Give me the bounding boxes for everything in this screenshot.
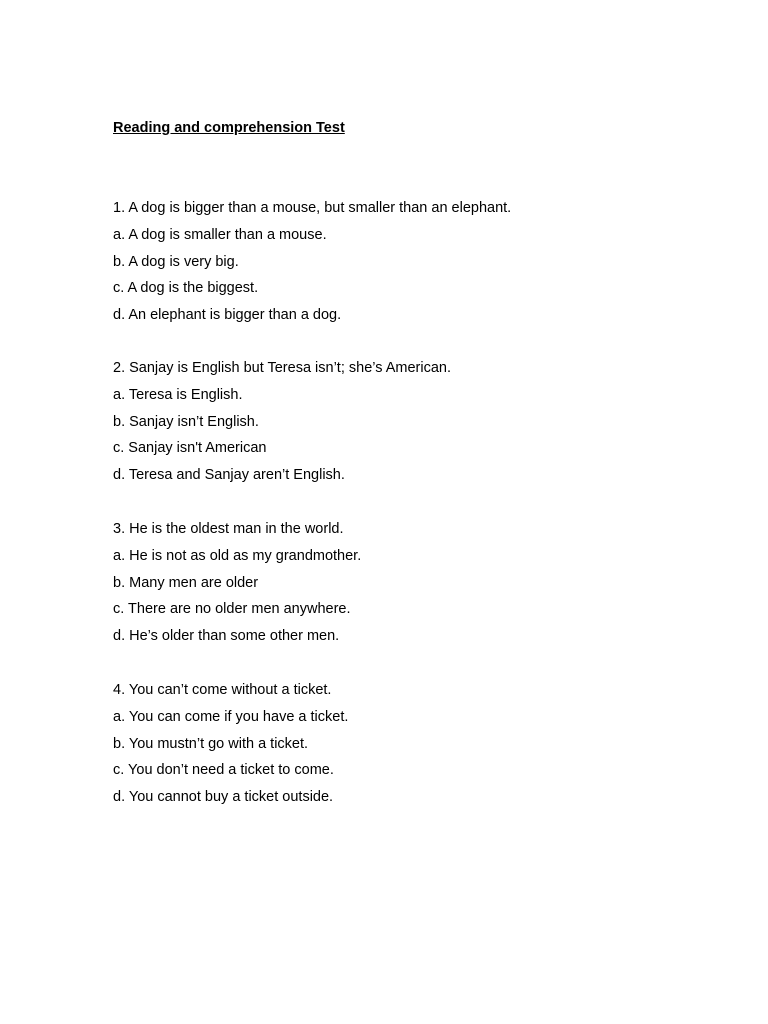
question-stem: 4. You can’t come without a ticket. (113, 682, 332, 698)
answer-option: d. He’s older than some other men. (113, 628, 340, 645)
question-block (113, 516, 713, 650)
answer-option: c. There are no older men anywhere. (113, 601, 351, 618)
answer-option: d. Teresa and Sanjay aren’t English. (113, 467, 345, 484)
answer-option: b. Many men are older (113, 574, 259, 591)
answer-option: a. A dog is smaller than a mouse. (113, 226, 327, 243)
question-block (113, 195, 713, 329)
answer-option: c. A dog is the biggest. (113, 280, 259, 297)
answer-option: a. Teresa is English. (113, 386, 243, 403)
answer-option: d. An elephant is bigger than a dog. (113, 307, 342, 324)
answer-option: d. You cannot buy a ticket outside. (113, 789, 334, 806)
answer-option: b. Sanjay isn’t English. (113, 413, 259, 430)
answer-option: c. Sanjay isn't American (113, 440, 267, 457)
answer-option: a. You can come if you have a ticket. (113, 708, 349, 725)
answer-option: b. A dog is very big. (113, 253, 239, 270)
question-stem: 1. A dog is bigger than a mouse, but smaller than an elephant. (113, 200, 512, 216)
question-block (113, 355, 713, 489)
question-stem: 2. Sanjay is English but Teresa isn’t; she’s American. (113, 360, 451, 376)
answer-option: c. You don’t need a ticket to come. (113, 762, 334, 779)
question-block (113, 677, 713, 811)
document-title: Reading and comprehension Test (113, 120, 345, 136)
question-stem: 3. He is the oldest man in the world. (113, 521, 344, 537)
answer-option: b. You mustn’t go with a ticket. (113, 735, 309, 752)
answer-option: a. He is not as old as my grandmother. (113, 547, 362, 564)
